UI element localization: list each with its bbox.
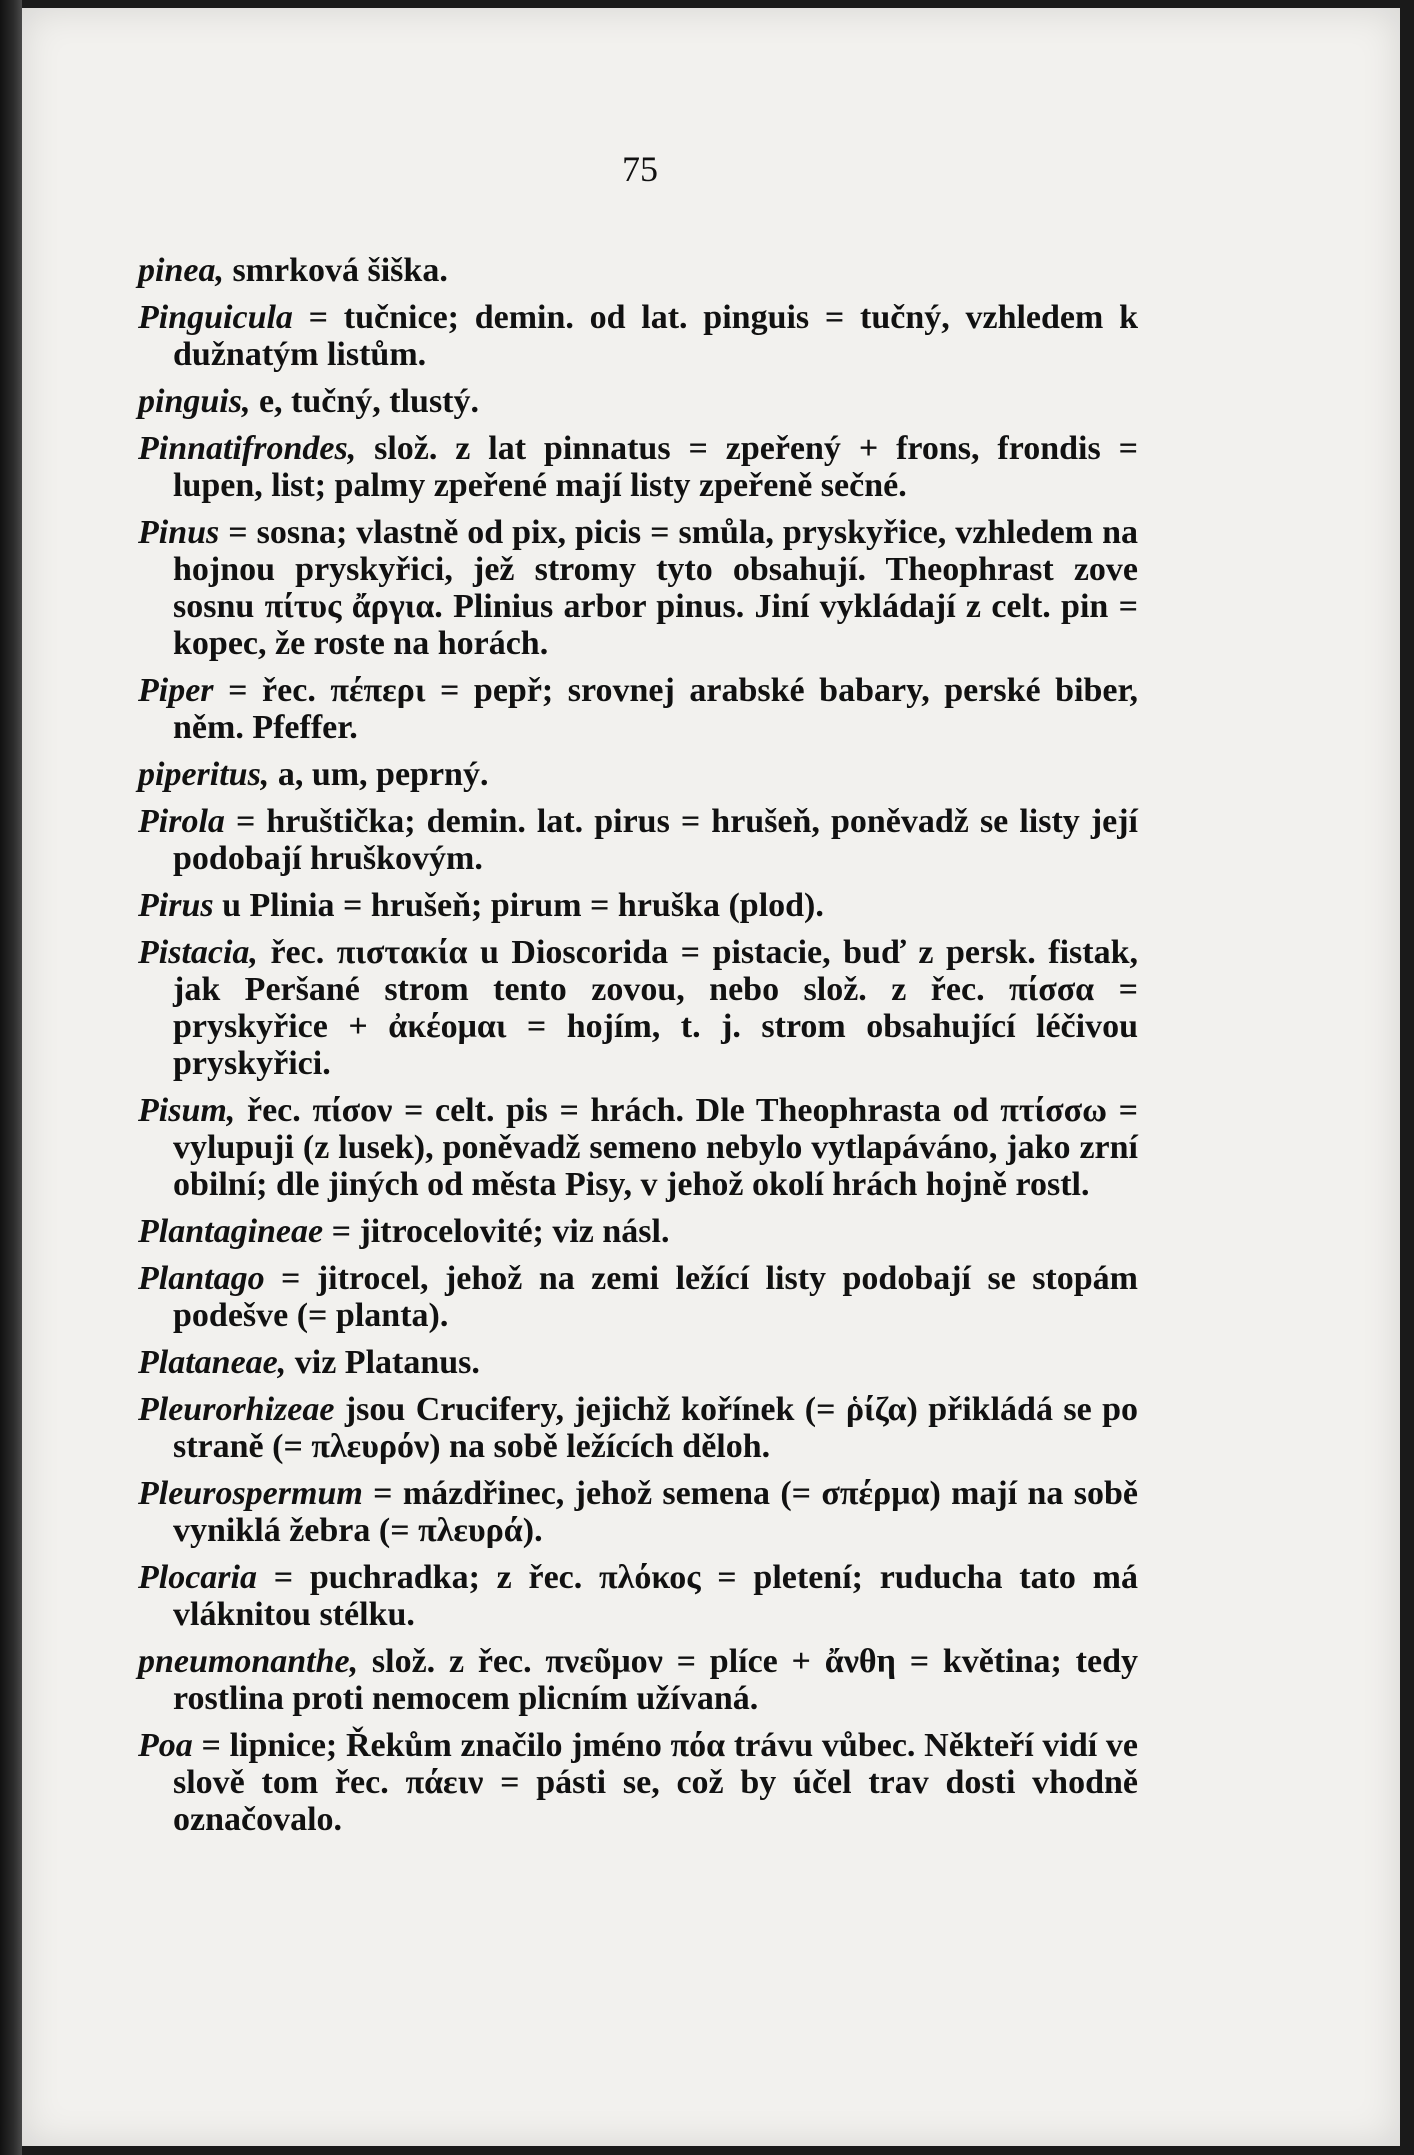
entry-headword: Pinguicula <box>138 299 293 336</box>
entry-headword: piperitus, <box>138 756 270 793</box>
entry-body: = sosna; vlastně od pix, picis = smůla, pryskyřice, vzhledem na hojnou pryskyřici, jež stromy tyto obsahují. Theophrast zove sosnu πίτυς ἄργια. Plinius arbor pinus. Jiní vykládají z celt. pin = kopec, že roste na horách. <box>173 514 1138 662</box>
entry-body: viz Platanus. <box>286 1344 480 1381</box>
entry-body: = jitrocel, jehož na zemi ležící listy podobají se stopám podešve (= planta). <box>173 1260 1138 1334</box>
entry-headword: Pisum, <box>138 1092 236 1129</box>
entry-headword: Plantago <box>138 1260 265 1297</box>
entry-headword: pneumonanthe, <box>138 1643 359 1680</box>
entry-headword: Plataneae, <box>138 1344 287 1381</box>
entry-body: = jitrocelovité; viz násl. <box>323 1213 670 1250</box>
dictionary-entry <box>138 1213 1138 1250</box>
entry-body: jsou Crucifery, jejichž kořínek (= ῥίζα) přikládá se po straně (= πλευρόν) na sobě ležících děloh. <box>173 1391 1138 1465</box>
dictionary-entry <box>138 1559 1138 1633</box>
dictionary-entry <box>138 514 1138 662</box>
entry-body: slož. z řec. πνεῦμον = plíce + ἄνθη = květina; tedy rostlina proti nemocem plicním užívaná. <box>173 1643 1138 1717</box>
dictionary-text <box>138 252 1138 1848</box>
entry-body: = lipnice; Řekům značilo jméno πόα trávu vůbec. Někteří vidí ve slově tom řec. πάειν = pásti se, což by účel trav dosti vhodně označovalo. <box>173 1727 1138 1838</box>
entry-body: smrková šiška. <box>223 252 448 289</box>
dictionary-entry <box>138 252 1138 289</box>
entry-headword: Plantagineae <box>138 1213 324 1250</box>
entry-headword: Plocaria <box>138 1559 257 1596</box>
entry-body: řec. πιστακία u Dioscorida = pistacie, buď z persk. fistak, jak Peršané strom tento zovou, nebo slož. z řec. πίσσα = pryskyřice + ἀκέομαι = hojím, t. j. strom obsahující léčivou pryskyřici. <box>173 934 1138 1082</box>
entry-headword: pinea, <box>138 252 224 289</box>
dictionary-entry <box>138 1643 1138 1717</box>
entry-body: slož. z lat pinnatus = zpeřený + frons, frondis = lupen, list; palmy zpeřené mají listy zpeřeně sečné. <box>173 430 1138 504</box>
dictionary-entry <box>138 299 1138 373</box>
dictionary-entry <box>138 887 1138 924</box>
entry-headword: Poa <box>138 1727 193 1764</box>
entry-headword: Pirola <box>138 803 225 840</box>
book-spine-shadow <box>0 0 22 2155</box>
entry-body: = řec. πέπερι = pepř; srovnej arabské babary, perské biber, něm. Pfeffer. <box>173 672 1138 746</box>
entry-headword: Pleurospermum <box>138 1475 363 1512</box>
entry-body: = tučnice; demin. od lat. pinguis = tučný, vzhledem k dužnatým listům. <box>173 299 1138 373</box>
dictionary-entry <box>138 756 1138 793</box>
entry-headword: Pistacia, <box>138 934 258 971</box>
entry-body: řec. πίσον = celt. pis = hrách. Dle Theophrasta od πτίσσω = vylupuji (z lusek), poněvadž semeno nebylo vytlapáváno, jako zrní obilní; dle jiných od města Pisy, v jehož okolí hrách hojně rostl. <box>173 1092 1138 1203</box>
dictionary-entry <box>138 383 1138 420</box>
dictionary-entry <box>138 1391 1138 1465</box>
dictionary-entry <box>138 803 1138 877</box>
dictionary-entry <box>138 430 1138 504</box>
entry-headword: Pirus <box>138 887 214 924</box>
dictionary-entry <box>138 1260 1138 1334</box>
dictionary-entry <box>138 934 1138 1082</box>
entry-headword: pinguis, <box>138 383 251 420</box>
dictionary-entry <box>138 672 1138 746</box>
dictionary-entry <box>138 1092 1138 1203</box>
entry-body: = mázdřinec, jehož semena (= σπέρμα) mají na sobě vyniklá žebra (= πλευρά). <box>173 1475 1138 1549</box>
entry-body: a, um, peprný. <box>269 756 489 793</box>
entry-body: u Plinia = hrušeň; pirum = hruška (plod). <box>213 887 824 924</box>
dictionary-entry <box>138 1727 1138 1838</box>
entry-headword: Piper <box>138 672 214 709</box>
entry-headword: Pinnatifrondes, <box>138 430 357 467</box>
dictionary-entry <box>138 1344 1138 1381</box>
entry-body: e, tučný, tlustý. <box>250 383 480 420</box>
page-number: 75 <box>622 149 658 189</box>
dictionary-entry <box>138 1475 1138 1549</box>
entry-body: = hruštička; demin. lat. pirus = hrušeň, poněvadž se listy její podobají hruškovým. <box>173 803 1138 877</box>
entry-headword: Pleurorhizeae <box>138 1391 335 1428</box>
entry-body: = puchradka; z řec. πλόκος = pletení; ruducha tato má vláknitou stélku. <box>173 1559 1138 1633</box>
entry-headword: Pinus <box>138 514 220 551</box>
